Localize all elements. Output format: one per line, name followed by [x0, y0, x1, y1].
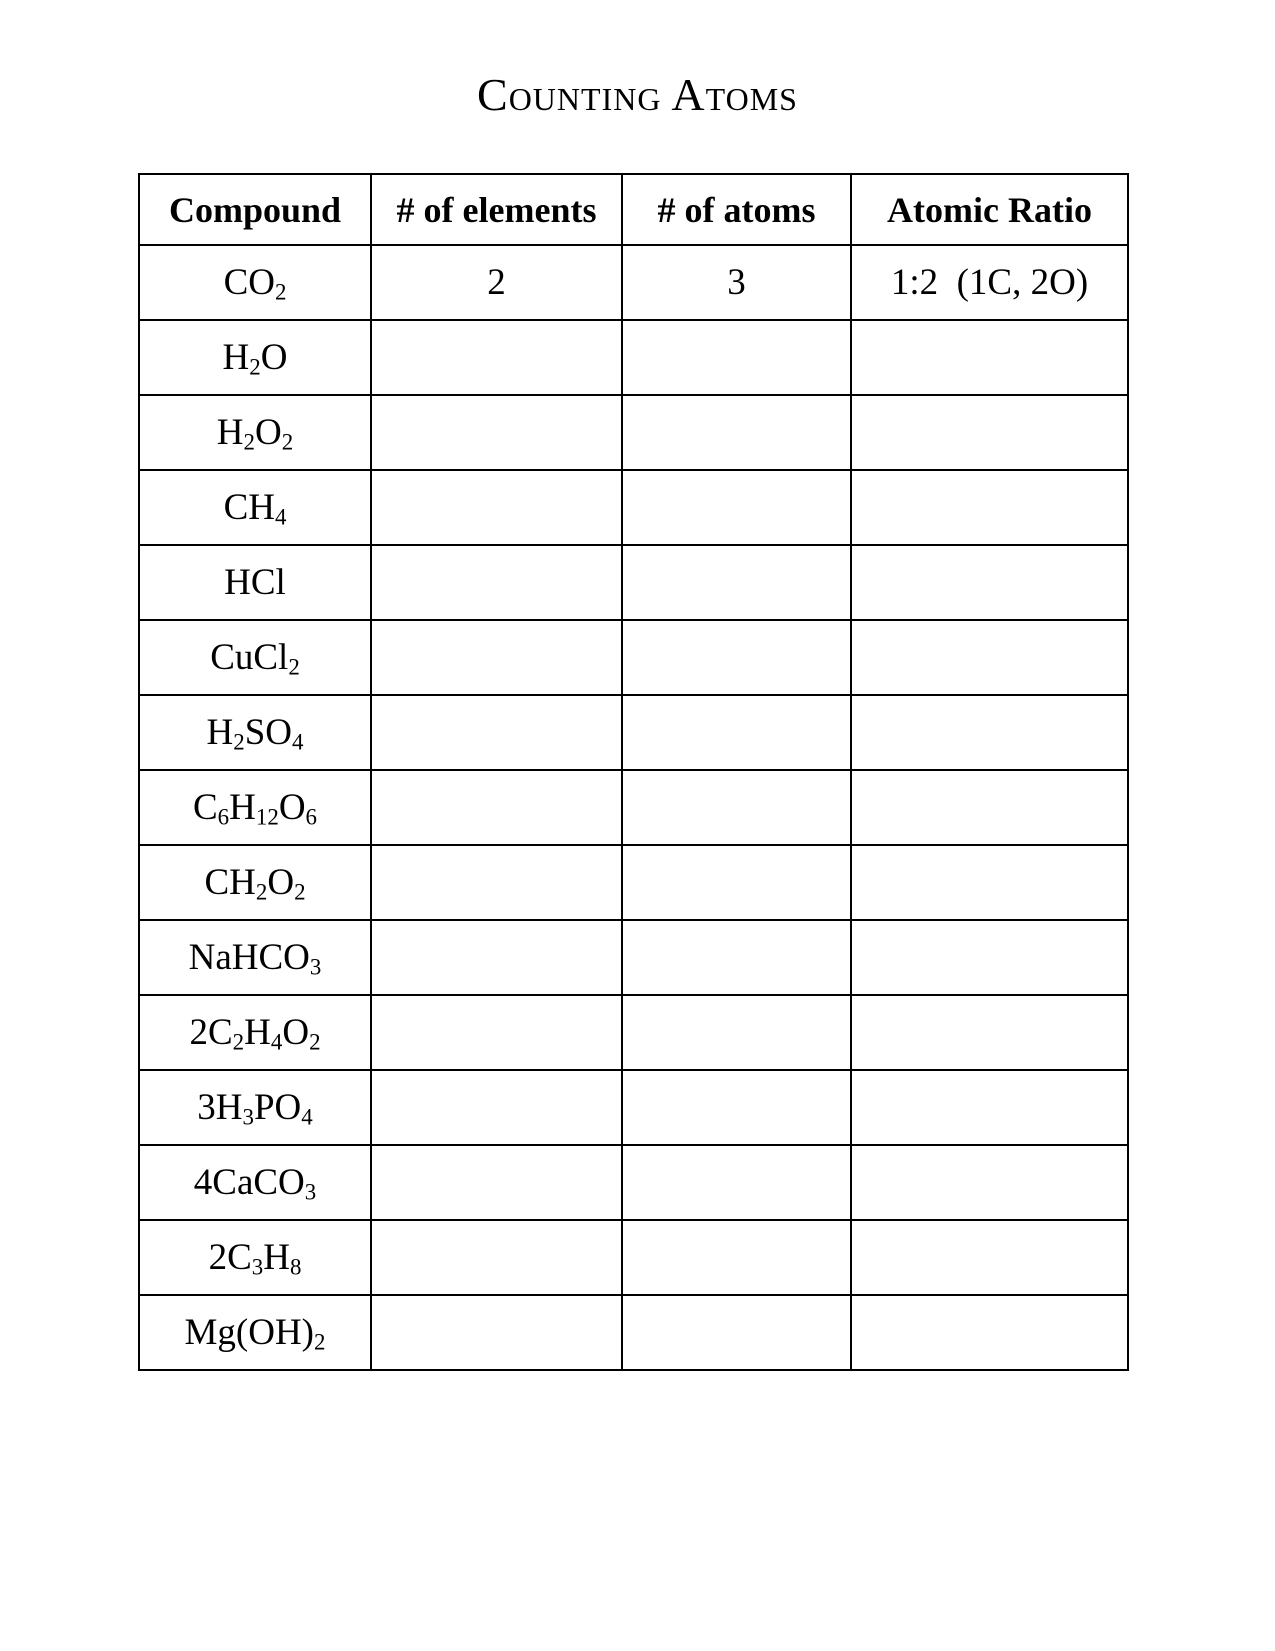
atomic-ratio-cell: 1:2 (1C, 2O) — [851, 245, 1128, 320]
atomic-ratio-cell — [851, 770, 1128, 845]
num-elements-cell — [371, 695, 622, 770]
atomic-ratio-cell — [851, 470, 1128, 545]
num-atoms-cell — [622, 995, 851, 1070]
header-num-atoms: # of atoms — [622, 174, 851, 245]
atomic-ratio-cell — [851, 1220, 1128, 1295]
num-elements-cell — [371, 395, 622, 470]
compound-cell: $2C_3H_8$ — [139, 1220, 371, 1295]
num-elements-cell — [371, 1295, 622, 1370]
atomic-ratio-cell — [851, 395, 1128, 470]
atomic-ratio-cell — [851, 320, 1128, 395]
atomic-ratio-cell — [851, 545, 1128, 620]
atomic-ratio-cell — [851, 995, 1128, 1070]
num-atoms-cell — [622, 320, 851, 395]
atomic-ratio-cell — [851, 845, 1128, 920]
table-row — [139, 1295, 1128, 1370]
compound-cell: $CH_2O_2$ — [139, 845, 371, 920]
header-num-elements: # of elements — [371, 174, 622, 245]
table-row — [139, 1070, 1128, 1145]
header-compound: Compound — [139, 174, 371, 245]
num-atoms-cell — [622, 545, 851, 620]
num-elements-cell — [371, 1145, 622, 1220]
num-elements-cell — [371, 320, 622, 395]
compound-cell: $CO_2$ — [139, 245, 371, 320]
num-elements-cell — [371, 470, 622, 545]
num-atoms-cell — [622, 620, 851, 695]
atomic-ratio-cell — [851, 620, 1128, 695]
header-atomic-ratio: Atomic Ratio — [851, 174, 1128, 245]
table-body — [139, 245, 1128, 1370]
compound-cell: $H_2SO_4$ — [139, 695, 371, 770]
compound-cell: CuCl$_2$ — [139, 620, 371, 695]
num-atoms-cell — [622, 695, 851, 770]
num-elements-cell — [371, 995, 622, 1070]
table-row — [139, 1145, 1128, 1220]
num-elements-cell — [371, 1070, 622, 1145]
num-elements-cell — [371, 620, 622, 695]
compound-cell: 4CaCO$_3$ — [139, 1145, 371, 1220]
num-elements-cell — [371, 920, 622, 995]
table-header-row — [139, 174, 1128, 245]
atomic-ratio-cell — [851, 920, 1128, 995]
table-row — [139, 545, 1128, 620]
counting-atoms-table — [138, 173, 1129, 1371]
compound-cell: $H_2O$ — [139, 320, 371, 395]
num-atoms-cell — [622, 920, 851, 995]
num-elements-cell — [371, 770, 622, 845]
atomic-ratio-cell — [851, 695, 1128, 770]
compound-cell: $C_6H_{12}O_6$ — [139, 770, 371, 845]
table-row — [139, 395, 1128, 470]
table-row — [139, 320, 1128, 395]
table-row — [139, 920, 1128, 995]
num-atoms-cell — [622, 770, 851, 845]
compound-cell: NaHCO$_3$ — [139, 920, 371, 995]
table-row — [139, 995, 1128, 1070]
atomic-ratio-cell — [851, 1145, 1128, 1220]
table-row — [139, 770, 1128, 845]
num-elements-cell — [371, 1220, 622, 1295]
atomic-ratio-cell — [851, 1070, 1128, 1145]
table-row — [139, 1220, 1128, 1295]
num-atoms-cell — [622, 1145, 851, 1220]
compound-cell: $Mg(OH)_2$ — [139, 1295, 371, 1370]
num-atoms-cell: 3 — [622, 245, 851, 320]
page-title: Counting Atoms — [477, 69, 798, 120]
num-atoms-cell — [622, 395, 851, 470]
num-elements-cell — [371, 545, 622, 620]
compound-cell: $2C_2H_4O_2$ — [139, 995, 371, 1070]
num-atoms-cell — [622, 1220, 851, 1295]
num-elements-cell: 2 — [371, 245, 622, 320]
num-atoms-cell — [622, 845, 851, 920]
compound-cell: HCl — [139, 545, 371, 620]
num-atoms-cell — [622, 1295, 851, 1370]
table-row — [139, 695, 1128, 770]
table-row — [139, 620, 1128, 695]
table-row — [139, 470, 1128, 545]
table-row — [139, 245, 1128, 320]
num-atoms-cell — [622, 470, 851, 545]
num-elements-cell — [371, 845, 622, 920]
compound-cell: $CH_4$ — [139, 470, 371, 545]
compound-cell: $H_2O_2$ — [139, 395, 371, 470]
num-atoms-cell — [622, 1070, 851, 1145]
table-row — [139, 845, 1128, 920]
compound-cell: $3H_3PO_4$ — [139, 1070, 371, 1145]
atomic-ratio-cell — [851, 1295, 1128, 1370]
